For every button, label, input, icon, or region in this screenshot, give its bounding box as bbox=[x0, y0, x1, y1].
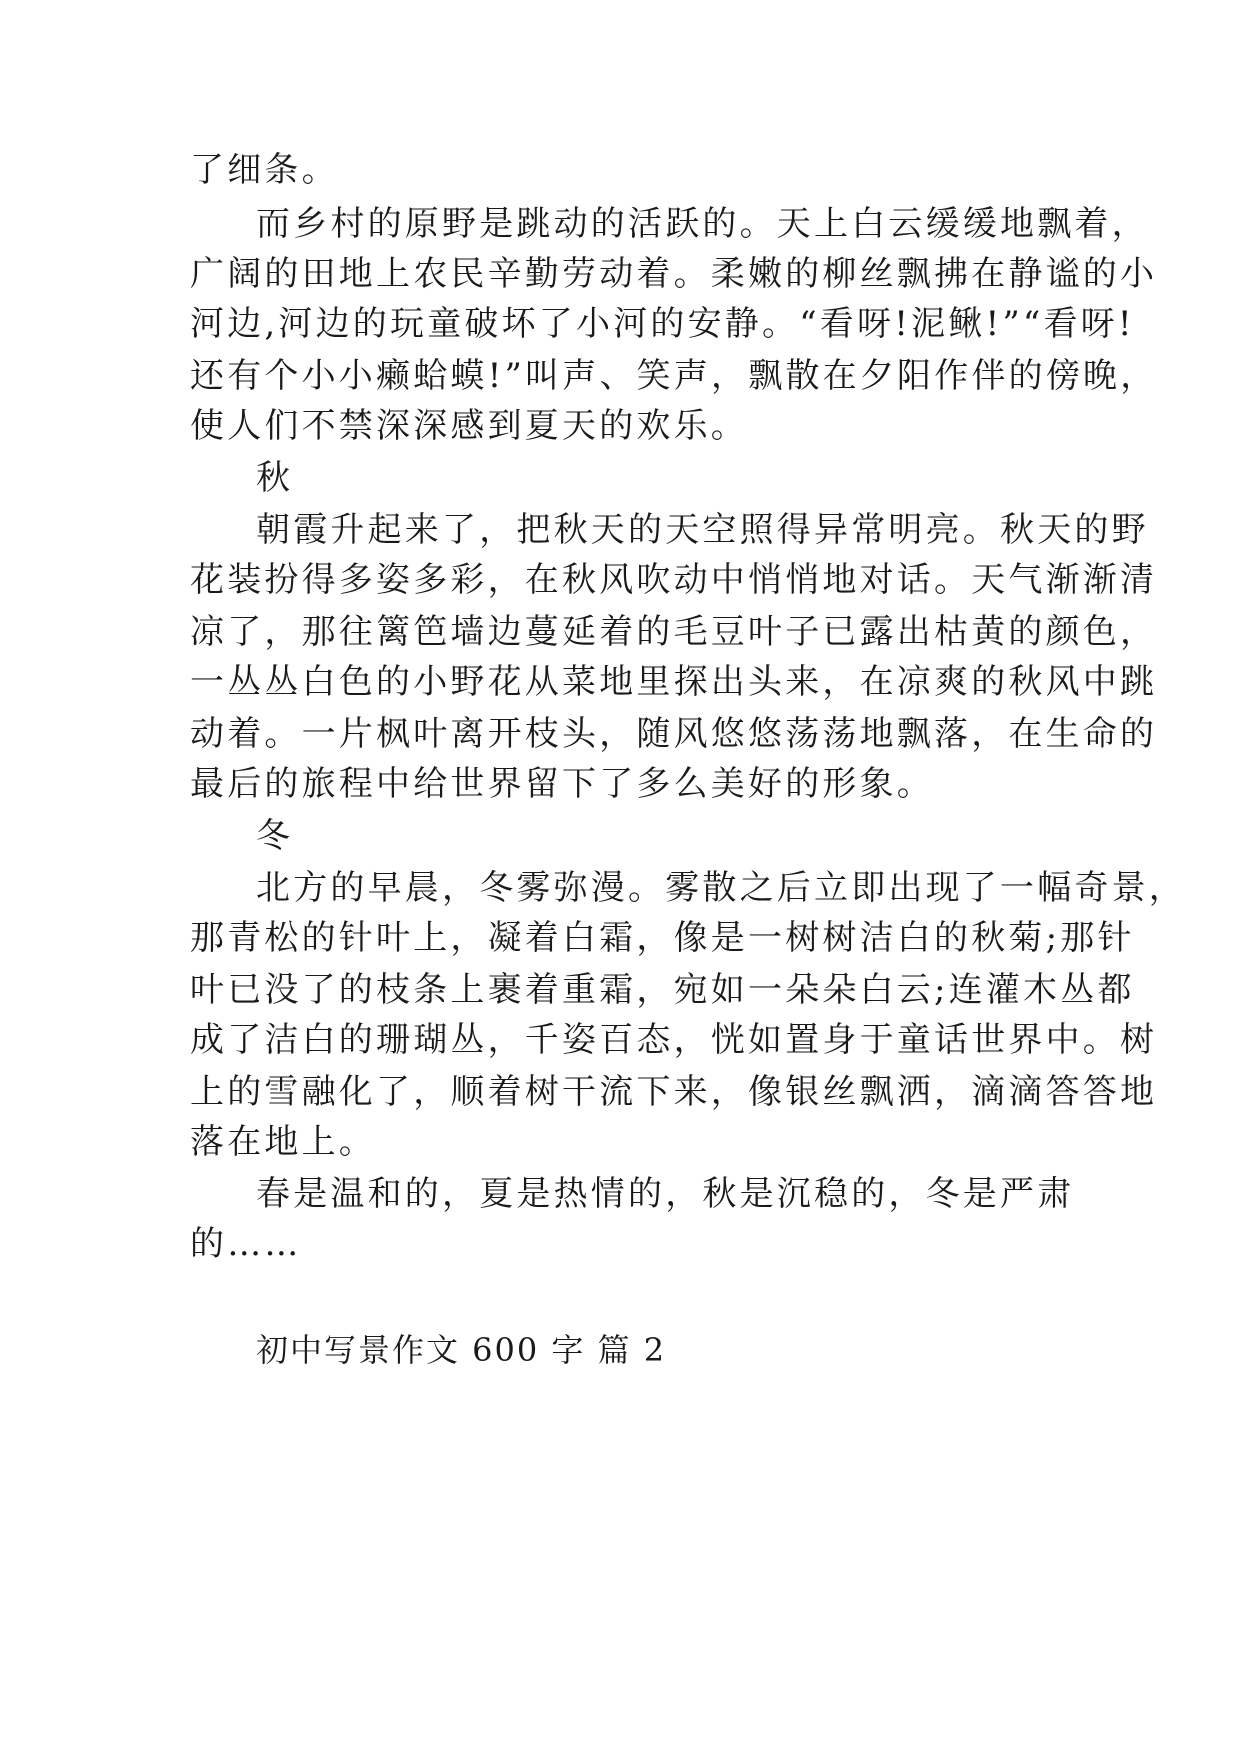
paragraph-line: 春是温和的，夏是热情的，秋是沉稳的，冬是严肃 bbox=[256, 1174, 1075, 1214]
paragraph-line: 河边,河边的玩童破坏了小河的安静。“看呀!泥鳅!”“看呀! bbox=[190, 304, 1135, 344]
paragraph-line: 花装扮得多姿多彩，在秋风吹动中悄悄地对话。天气渐渐清 bbox=[190, 560, 1158, 600]
paragraph-line: 使人们不禁深深感到夏天的欢乐。 bbox=[190, 406, 748, 446]
paragraph-line: 成了洁白的珊瑚丛，千姿百态，恍如置身于童话世界中。树 bbox=[190, 1020, 1158, 1060]
paragraph-line: 而乡村的原野是跳动的活跃的。天上白云缓缓地飘着， bbox=[256, 204, 1149, 244]
paragraph-line: 北方的早晨，冬雾弥漫。雾散之后立即出现了一幅奇景， bbox=[256, 868, 1186, 908]
paragraph-line: 一丛丛白色的小野花从菜地里探出头来，在凉爽的秋风中跳 bbox=[190, 662, 1158, 702]
section-heading: 初中写景作文 600 字 篇 2 bbox=[256, 1331, 667, 1369]
paragraph-line: 那青松的针叶上，凝着白霜，像是一树树洁白的秋菊;那针 bbox=[190, 918, 1135, 958]
paragraph-line: 动着。一片枫叶离开枝头，随风悠悠荡荡地飘落，在生命的 bbox=[190, 714, 1158, 754]
paragraph-line: 落在地上。 bbox=[190, 1122, 376, 1162]
paragraph-line: 还有个小小癞蛤蟆!”叫声、笑声，飘散在夕阳作伴的傍晚， bbox=[190, 356, 1158, 396]
paragraph-line: 最后的旅程中给世界留下了多么美好的形象。 bbox=[190, 764, 934, 804]
season-heading-autumn: 秋 bbox=[256, 458, 294, 498]
paragraph-line: 上的雪融化了，顺着树干流下来，像银丝飘洒，滴滴答答地 bbox=[190, 1072, 1158, 1112]
paragraph-line: 朝霞升起来了，把秋天的天空照得异常明亮。秋天的野 bbox=[256, 510, 1149, 550]
paragraph-line: 了细条。 bbox=[190, 150, 339, 190]
paragraph-line: 的…… bbox=[190, 1224, 302, 1264]
season-heading-winter: 冬 bbox=[256, 816, 294, 856]
paragraph-line: 凉了，那往篱笆墙边蔓延着的毛豆叶子已露出枯黄的颜色， bbox=[190, 612, 1158, 652]
paragraph-line: 叶已没了的枝条上裹着重霜，宛如一朵朵白云;连灌木丛都 bbox=[190, 970, 1135, 1010]
paragraph-line: 广阔的田地上农民辛勤劳动着。柔嫩的柳丝飘拂在静谧的小 bbox=[190, 254, 1158, 294]
